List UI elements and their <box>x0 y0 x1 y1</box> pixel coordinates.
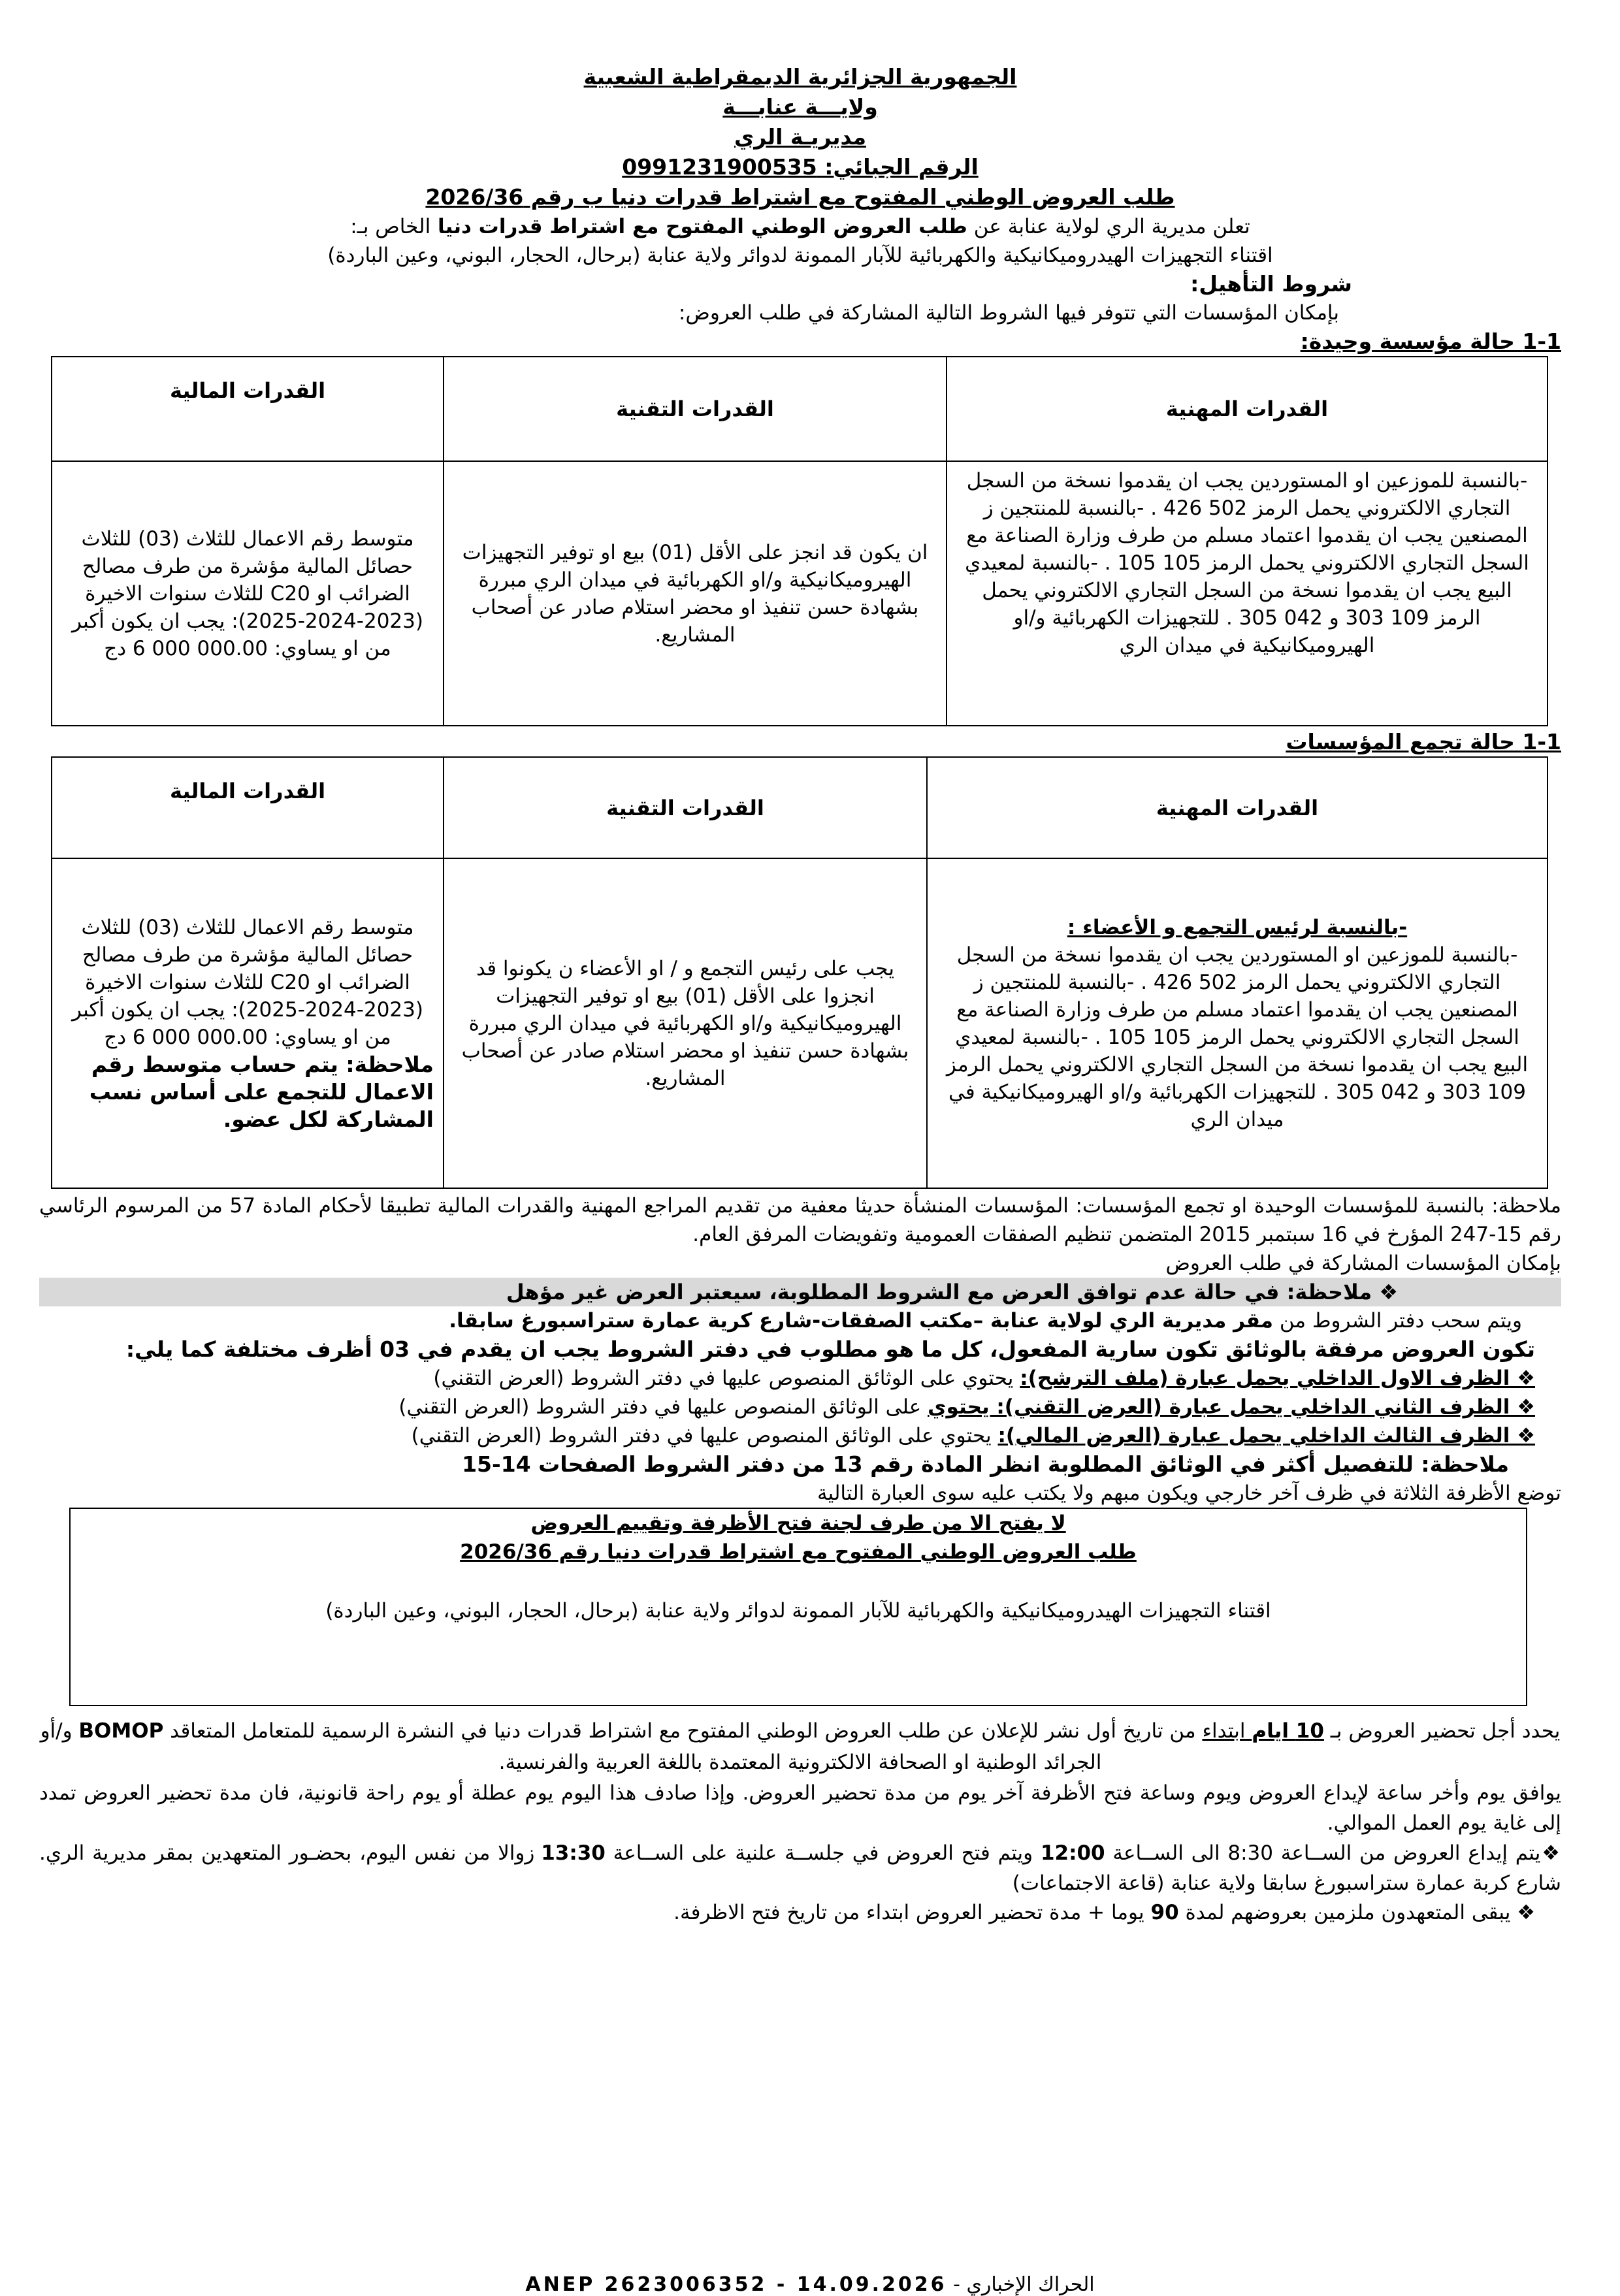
envelope-line-1: لا يفتح الا من طرف لجنة فتح الأظرفة وتقييم العروض <box>530 1512 1066 1535</box>
envelope-line-3: اقتناء التجهيزات الهيدروميكانيكية والكهربائية للآبار الممونة لدوائر ولاية عنابة (برحال، الحجار، البوني، وعين الباردة) <box>325 1599 1271 1623</box>
closing-deadline <box>39 1715 1561 1778</box>
closing-dates: يوافق يوم وأخر ساعة لإيداع العروض ويوم وساعة فتح الأظرفة آخر يوم من مدة تحضير العروض. وإذا صادف هذا اليوم يوم عطلة أو يوم راحة قانونية، فان مدة تحضير العروض تمدد إلى غاية يوم العمل الموالي. <box>39 1781 1561 1835</box>
header-financial: القدرات المالية <box>52 357 444 461</box>
closing-deposit <box>39 1838 1561 1898</box>
intro-text-c: الخاص بـ: <box>350 215 431 238</box>
note-eligible: بإمكان المؤسسات المشاركة في طلب العروض <box>1165 1252 1561 1275</box>
cell-professional: -بالنسبة للموزعين او المستوردين يجب ان يقدموا نسخة من السجل التجاري الالكتروني يحمل الرمز 502 426 . -بالنسبة للمنتجين ز المصنعين يجب ان يقدموا اعتماد مسلم من طرف وزارة الصناعة مع السجل التجاري الالكتروني يحمل الرمز 105 105 . -بالنسبة لمعيدي البيع يجب ان يقدموا نسخة من السجل التجاري الالكتروني يحمل الرمز 109 303 و 042 305 . للتجهيزات الكهربائية و/او الهيروميكانيكية في ميدان الري <box>947 461 1547 726</box>
envelope-3 <box>39 1421 1561 1450</box>
conditions-title: شروط التأهيل: <box>1190 271 1352 297</box>
footer-anep-code: ANEP 2623006352 - 14.09.2026 <box>525 2273 947 2296</box>
intro-line <box>39 212 1561 241</box>
document-page <box>39 62 1561 1927</box>
envelope-2-title: ❖ الظرف الثاني الداخلي يحمل عبارة (العرض التقني): يحتوي <box>928 1395 1535 1419</box>
footer-newspaper: - الحراك الإخباري <box>947 2273 1095 2296</box>
section-group-title <box>39 728 1561 756</box>
header-professional: القدرات المهنية <box>927 757 1547 858</box>
note-bar-nonconformity: ❖ ملاحظة: في حالة عدم توافق العرض مع الشروط المطلوبة، سيعتبر العرض غير مؤهل <box>39 1278 1561 1306</box>
validity-c: يوما + مدة تحضير العروض ابتداء من تاريخ فتح الاظرفة. <box>673 1901 1151 1924</box>
opening-time: 13:30 <box>541 1841 606 1865</box>
note-detail: ملاحظة: للتفصيل أكثر في الوثائق المطلوبة انظر المادة رقم 13 من دفتر الشروط الصفحات 14-15 <box>462 1451 1509 1477</box>
envelope-3-title: ❖ الظرف الثالث الداخلي يحمل عبارة (العرض المالي): <box>997 1424 1535 1447</box>
deadline-start: ابتداء <box>1202 1719 1252 1743</box>
cell-financial: متوسط رقم الاعمال للثلاث (03) للثلاث حصائل المالية مؤشرة من طرف مصالح الضرائب او C20 للثلاث سنوات الاخيرة (2023-2024-2025): يجب ان يكون أكبر من او يساوي: 000.00 000 6 دج <box>52 461 444 726</box>
deadline-d: من تاريخ أول نشر للإعلان عن طلب العروض الوطني المفتوح مع اشتراط قدرات دنيا في النشرة الرسمية للمتعامل المتعاقد <box>163 1719 1203 1743</box>
cell-technical: يجب على رئيس التجمع و / او الأعضاء ن يكونوا قد انجزوا على الأقل (01) بيع او توفير التجهيزات الهيروميكانيكية و/او الكهربائية في ميدان الري مبررة بشهادة حسن تنفيذ او محضر استلام صادر عن أصحاب المشاريع. <box>444 858 927 1188</box>
conditions-text: بإمكان المؤسسات التي تتوفر فيها الشروط التالية المشاركة في طلب العروض: <box>678 301 1339 325</box>
envelope-3-text: يحتوي على الوثائق المنصوص عليها في دفتر الشروط (العرض التقني) <box>411 1424 998 1447</box>
intro-text-a: تعلن مديرية الري لولاية عنابة عن <box>967 215 1250 238</box>
header-wilaya: ولايـــة عنابـــة <box>722 94 878 120</box>
closing-validity <box>39 1898 1561 1927</box>
note-new-companies: ملاحظة: بالنسبة للمؤسسات الوحيدة او تجمع المؤسسات: المؤسسات المنشأة حديثا معفية من تقديم المراجع المهنية والقدرات المالية تطبيقا لأحكام المادة 57 من المرسوم الرئاسي رقم 15-247 المؤرخ في 16 سبتمبر 2015 المتضمن تنظيم الصفقات العمومية وتفويضات المرفق العام. <box>39 1194 1561 1246</box>
section-single-title: 1-1 حالة مؤسسة وحيدة: <box>1300 329 1561 354</box>
deposit-time: 12:00 <box>1040 1841 1105 1865</box>
validity-days: 90 <box>1150 1901 1179 1924</box>
header-technical: القدرات التقنية <box>444 757 927 858</box>
cell-financial-text: متوسط رقم الاعمال للثلاث (03) للثلاث حصائل المالية مؤشرة من طرف مصالح الضرائب او C20 للثلاث سنوات الاخيرة (2023-2024-2025): يجب ان يكون أكبر من او يساوي: 000.00 000 6 دج <box>72 915 423 1049</box>
withdraw-text-a: ويتم سحب دفتر الشروط من <box>1272 1309 1522 1333</box>
table-group-companies <box>51 756 1548 1189</box>
header-tax-number: الرقم الجبائي: 0991231900535 <box>622 154 979 180</box>
section-group-title-text: 1-1 حالة تجمع المؤسسات <box>1286 729 1561 754</box>
envelope-1-text: يحتوي على الوثائق المنصوص عليها في دفتر الشروط (العرض التقني) <box>433 1366 1020 1390</box>
header-technical: القدرات التقنية <box>444 357 947 461</box>
cell-financial <box>52 858 444 1188</box>
deposit-e: زوالا من نفس اليوم، بحضـور المتعهدين بمقر مديرية الري. شارع كربة عمارة ستراسبورغ سابقا ولاية عنابة (قاعة الاجتماعات) <box>39 1841 1561 1895</box>
header-professional: القدرات المهنية <box>947 357 1547 461</box>
deadline-bomop: BOMOP <box>78 1719 164 1743</box>
envelope-1-title: ❖ الظرف الاول الداخلي يحمل عبارة (ملف الترشح): <box>1020 1366 1535 1390</box>
outer-envelope-box <box>69 1508 1527 1706</box>
validity-a: ❖ يبقى المتعهدون ملزمين بعروضهم لمدة <box>1178 1901 1535 1924</box>
note-wrap: توضع الأظرفة الثلاثة في ظرف آخر خارجي ويكون مبهم ولا يكتب عليه سوى العبارة التالية <box>817 1481 1561 1505</box>
header-directorate: مديريـة الري <box>734 124 867 150</box>
envelope-2 <box>39 1393 1561 1421</box>
table-single-company <box>51 356 1548 726</box>
cell-professional-text: -بالنسبة للموزعين او المستوردين يجب ان يقدموا نسخة من السجل التجاري الالكتروني يحمل الرمز 502 426 . -بالنسبة للمنتجين ز المصنعين يجب ان يقدموا اعتماد مسلم من طرف وزارة الصناعة مع السجل التجاري الالكتروني يحمل الرمز 105 105 . -بالنسبة لمعيدي البيع يجب ان يقدموا نسخة من السجل التجاري الالكتروني يحمل الرمز 109 303 و 042 305 . للتجهيزات الكهربائية و/او الهيروميكانيكية في ميدان الري <box>946 943 1529 1131</box>
deposit-a: ❖يتم إيداع العروض من الســاعة 8:30 الى الســاعة <box>1105 1841 1562 1865</box>
footer <box>0 2273 1620 2296</box>
intro-text-b: طلب العروض الوطني المفتوح مع اشتراط قدرات دنيا <box>430 215 967 238</box>
envelope-line-2: طلب العروض الوطني المفتوح مع اشتراط قدرات دنيا رقم 2026/36 <box>460 1540 1137 1564</box>
cell-professional <box>927 858 1547 1188</box>
withdraw-text-b: مقر مديرية الري لولاية عنابة –مكتب الصفقات-شارع كرية عمارة ستراسبورغ سابقا. <box>449 1309 1273 1333</box>
header-financial: القدرات المالية <box>52 757 444 858</box>
header-tender-title: طلب العروض الوطني المفتوح مع اشتراط قدرات دنيا ب رقم 2026/36 <box>425 184 1175 210</box>
deadline-days: 10 ايام <box>1252 1719 1324 1743</box>
deadline-a: يحدد أجل تحضير العروض بـ <box>1323 1719 1561 1743</box>
cell-technical: ان يكون قد انجز على الأقل (01) بيع او توفير التجهيزات الهيروميكانيكية و/او الكهربائية في ميدان الري مبررة بشهادة حسن تنفيذ او محضر استلام صادر عن أصحاب المشاريع. <box>444 461 947 726</box>
deposit-c: ويتم فتح العروض في جلســة علنية على الســاعة <box>605 1841 1041 1865</box>
envelope-2-text: على الوثائق المنصوص عليها في دفتر الشروط (العرض التقني) <box>398 1395 928 1419</box>
note-offers: تكون العروض مرفقة بالوثائق تكون سارية المفعول، كل ما هو مطلوب في دفتر الشروط يجب ان يقدم في 03 أظرف مختلفة كما يلي: <box>125 1336 1535 1362</box>
intro-object: اقتناء التجهيزات الهيدروميكانيكية والكهربائية للآبار الممونة لدوائر ولاية عنابة (برحال، الحجار، البوني، وعين الباردة) <box>327 244 1273 267</box>
cell-financial-note: ملاحظة: يتم حساب متوسط رقم الاعمال للتجمع على أساس نسب المشاركة لكل عضو. <box>89 1051 434 1132</box>
deadline-f: و/أو الجرائد الوطنية او الصحافة الالكترونية المعتمدة باللغة العربية والفرنسية. <box>40 1719 1102 1774</box>
header-republic: الجمهورية الجزائرية الديمقراطية الشعبية <box>583 64 1017 89</box>
envelope-1 <box>39 1364 1561 1393</box>
note-withdraw <box>39 1306 1561 1335</box>
cell-professional-title: -بالنسبة لرئيس التجمع و الأعضاء : <box>1067 915 1408 939</box>
